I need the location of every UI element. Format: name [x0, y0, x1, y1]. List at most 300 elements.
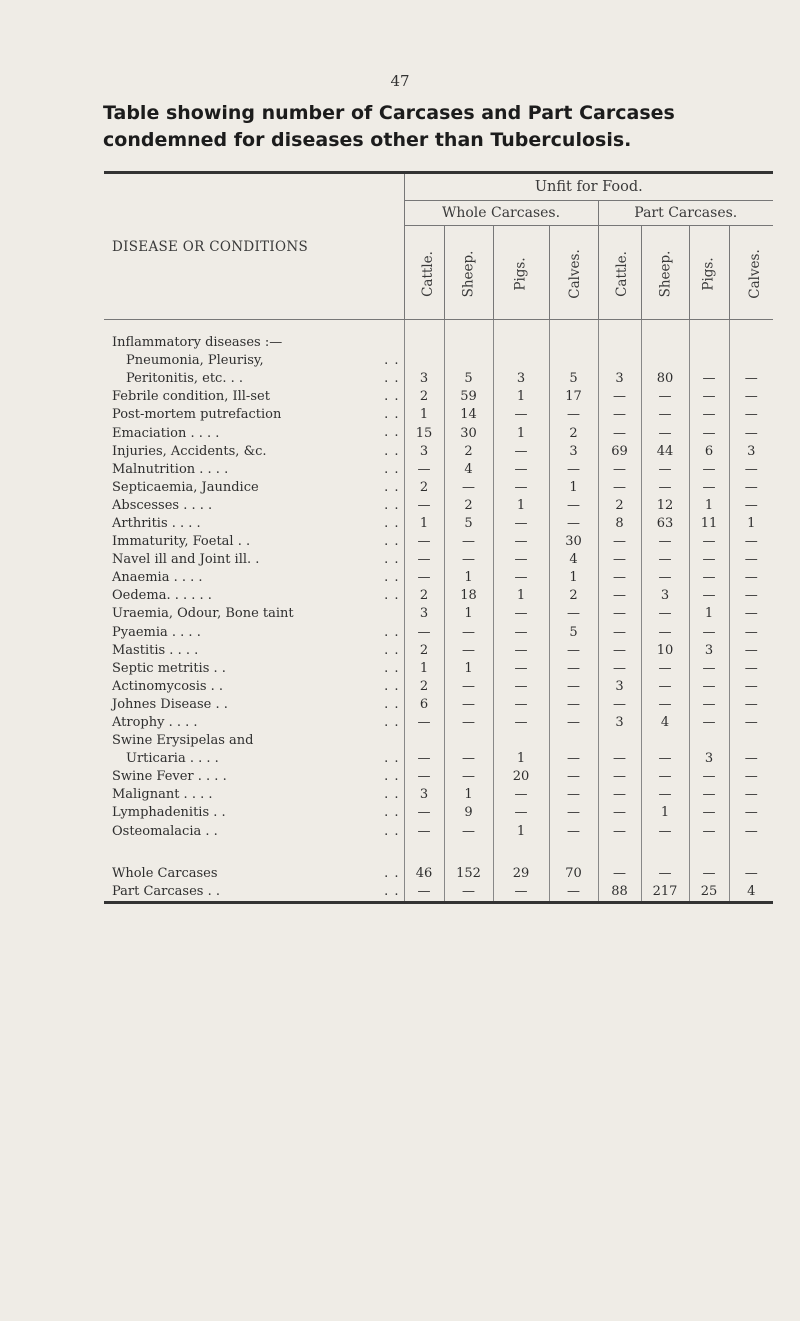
cell-value: [729, 732, 773, 750]
leader-dots: . .: [384, 769, 400, 785]
cell-value: —: [744, 425, 758, 441]
cell-value: 1: [444, 786, 493, 804]
row-label-text: Malignant . . . .: [112, 787, 213, 803]
cell-value: [549, 352, 598, 370]
cell-value: —: [641, 461, 689, 479]
cell-value: 2: [404, 678, 444, 696]
row-label-text: Septicaemia, Jaundice: [112, 479, 259, 495]
cell-value: 3: [404, 370, 444, 388]
cell-value: 2: [549, 424, 598, 442]
cell-value: 1: [493, 497, 549, 515]
row-label-text: Swine Fever . . . .: [112, 769, 227, 785]
cell-value: —: [641, 406, 689, 424]
row-label-text: Abscesses . . . .: [112, 497, 213, 513]
cell-value: —: [744, 678, 758, 694]
row-label: [104, 605, 404, 623]
cell-value: —: [744, 570, 758, 586]
row-label-text: Part Carcases . .: [112, 883, 220, 899]
leader-dots: . .: [384, 497, 400, 513]
cell-value: [549, 334, 598, 352]
cell-value: 30: [549, 533, 598, 551]
row-label: [104, 678, 404, 696]
cell-value: —: [641, 678, 689, 696]
row-label: [104, 461, 404, 479]
cell-value: 1: [689, 605, 729, 623]
cell-value: —: [598, 696, 641, 714]
cell-value: —: [598, 605, 641, 623]
cell-value: —: [641, 624, 689, 642]
table-row: [104, 732, 773, 750]
cell-value: 152: [444, 865, 493, 883]
table-row: [104, 823, 773, 841]
cell-value: 217: [641, 883, 689, 901]
cell-value: 1: [549, 569, 598, 587]
cell-value: —: [598, 461, 641, 479]
cell-value: —: [744, 865, 758, 881]
row-label-text: Post-mortem putrefaction: [112, 407, 282, 423]
cell-value: 8: [598, 515, 641, 533]
cell-value: —: [689, 714, 729, 732]
row-label: [104, 515, 404, 533]
cell-value: 17: [549, 388, 598, 406]
cell-value: 46: [404, 865, 444, 883]
row-label: [104, 587, 404, 605]
cell-value: 1: [404, 515, 444, 533]
table-body: [104, 320, 773, 901]
table-row: [104, 443, 773, 461]
leader-dots: . .: [384, 787, 400, 803]
cell-value: —: [404, 750, 444, 768]
col-header-whole-sheep: Sheep.: [444, 226, 493, 320]
cell-value: —: [598, 479, 641, 497]
cell-value: —: [404, 569, 444, 587]
cell-value: —: [641, 479, 689, 497]
cell-value: —: [744, 588, 758, 604]
cell-value: —: [689, 587, 729, 605]
cell-value: —: [689, 660, 729, 678]
table-row: [104, 533, 773, 551]
cell-value: 2: [444, 443, 493, 461]
cell-value: 29: [493, 865, 549, 883]
cell-value: 9: [444, 804, 493, 822]
cell-value: —: [549, 461, 598, 479]
row-label: [104, 714, 404, 732]
cell-value: —: [404, 823, 444, 841]
leader-dots: . .: [384, 570, 400, 586]
cell-value: —: [744, 769, 758, 785]
cell-value: —: [744, 624, 758, 640]
cell-value: 4: [641, 714, 689, 732]
cell-value: 1: [641, 804, 689, 822]
cell-value: [493, 334, 549, 352]
cell-value: —: [444, 750, 493, 768]
cell-value: —: [689, 370, 729, 388]
row-label: [104, 406, 404, 424]
row-label-text: Whole Carcases: [112, 865, 218, 881]
cell-value: —: [744, 407, 758, 423]
cell-value: 3: [404, 443, 444, 461]
cell-value: —: [598, 569, 641, 587]
cell-value: [493, 732, 549, 750]
cell-value: 10: [641, 642, 689, 660]
cell-value: 2: [404, 479, 444, 497]
cell-value: —: [641, 768, 689, 786]
cell-value: [444, 334, 493, 352]
leader-dots: . .: [384, 552, 400, 568]
cell-value: —: [493, 624, 549, 642]
cell-value: —: [549, 605, 598, 623]
table-row: [104, 334, 773, 352]
row-label: [104, 334, 404, 352]
cell-value: 15: [404, 424, 444, 442]
cell-value: 3: [549, 443, 598, 461]
cell-value: —: [549, 750, 598, 768]
col-header-part-calves: Calves.: [729, 226, 773, 320]
row-label-text: Emaciation . . . .: [112, 425, 220, 441]
cell-value: [689, 352, 729, 370]
leader-dots: . .: [384, 751, 400, 767]
cell-value: —: [444, 714, 493, 732]
cell-value: —: [404, 497, 444, 515]
cell-value: —: [641, 786, 689, 804]
row-label-text: Injuries, Accidents, &c.: [112, 443, 267, 459]
col-header-whole-pigs: Pigs.: [493, 226, 549, 320]
cell-value: —: [549, 406, 598, 424]
cell-value: —: [493, 569, 549, 587]
cell-value: —: [689, 624, 729, 642]
condemnation-table: [104, 171, 773, 904]
row-label-text: Uraemia, Odour, Bone taint: [112, 606, 294, 622]
cell-value: —: [404, 551, 444, 569]
cell-value: 25: [689, 883, 729, 901]
leader-dots: . .: [384, 407, 400, 423]
cell-value: —: [744, 389, 758, 405]
cell-value: —: [598, 642, 641, 660]
cell-value: —: [744, 461, 758, 477]
cell-value: 20: [493, 768, 549, 786]
cell-value: —: [549, 823, 598, 841]
unfit-for-food-header: Unfit for Food.: [404, 174, 773, 201]
cell-value: 12: [641, 497, 689, 515]
row-label-text: Urticaria . . . .: [126, 751, 219, 767]
cell-value: [444, 732, 493, 750]
cell-value: 1: [493, 424, 549, 442]
leader-dots: . .: [384, 642, 400, 658]
cell-value: [689, 334, 729, 352]
cell-value: —: [493, 533, 549, 551]
cell-value: —: [549, 786, 598, 804]
cell-value: —: [744, 606, 758, 622]
cell-value: —: [641, 569, 689, 587]
table-row: [104, 624, 773, 642]
table-row: [104, 515, 773, 533]
row-label-text: Inflammatory diseases :—: [112, 335, 283, 351]
table-row: [104, 352, 773, 370]
row-label-text: Osteomalacia . .: [112, 823, 218, 839]
cell-value: —: [641, 533, 689, 551]
leader-dots: . .: [384, 660, 400, 676]
leader-dots: . .: [384, 515, 400, 531]
leader-dots: . .: [384, 865, 400, 881]
cell-value: —: [493, 714, 549, 732]
cell-value: —: [689, 569, 729, 587]
cell-value: —: [598, 533, 641, 551]
cell-value: —: [598, 823, 641, 841]
table-row: [104, 786, 773, 804]
cell-value: —: [744, 642, 758, 658]
cell-value: —: [598, 786, 641, 804]
cell-value: 1: [747, 515, 756, 531]
cell-value: —: [444, 678, 493, 696]
cell-value: —: [444, 479, 493, 497]
cell-value: —: [689, 696, 729, 714]
cell-value: 63: [641, 515, 689, 533]
row-label-text: Navel ill and Joint ill. .: [112, 552, 260, 568]
table-row: [104, 406, 773, 424]
table-row: [104, 678, 773, 696]
cell-value: —: [641, 605, 689, 623]
cell-value: —: [493, 786, 549, 804]
cell-value: —: [598, 388, 641, 406]
spacer-row: [104, 320, 773, 335]
row-label-text: Swine Erysipelas and: [112, 733, 254, 749]
cell-value: 3: [689, 642, 729, 660]
row-label-text: Actinomycosis . .: [112, 678, 224, 694]
cell-value: 3: [493, 370, 549, 388]
cell-value: —: [493, 605, 549, 623]
row-label: [104, 352, 404, 370]
leader-dots: . .: [384, 534, 400, 550]
cell-value: —: [744, 787, 758, 803]
cell-value: 69: [598, 443, 641, 461]
table-row: [104, 370, 773, 388]
cell-value: —: [493, 883, 549, 901]
leader-dots: . .: [384, 714, 400, 730]
cell-value: 3: [598, 370, 641, 388]
cell-value: 14: [444, 406, 493, 424]
cell-value: —: [493, 443, 549, 461]
cell-value: —: [598, 551, 641, 569]
cell-value: —: [404, 804, 444, 822]
cell-value: —: [444, 768, 493, 786]
table-row: [104, 551, 773, 569]
cell-value: —: [444, 642, 493, 660]
col-header-whole-calves: Calves.: [549, 226, 598, 320]
cell-value: —: [493, 551, 549, 569]
cell-value: —: [689, 865, 729, 883]
cell-value: —: [493, 479, 549, 497]
leader-dots: . .: [384, 805, 400, 821]
cell-value: 2: [598, 497, 641, 515]
row-label: [104, 865, 404, 883]
row-label-text: Lymphadenitis . .: [112, 805, 226, 821]
cell-value: —: [689, 551, 729, 569]
row-label-text: Febrile condition, Ill-set: [112, 389, 270, 405]
cell-value: —: [744, 660, 758, 676]
leader-dots: . .: [384, 425, 400, 441]
leader-dots: . .: [384, 461, 400, 477]
cell-value: [444, 352, 493, 370]
cell-value: —: [444, 533, 493, 551]
table-row: [104, 768, 773, 786]
row-label-text: Anaemia . . . .: [112, 570, 203, 586]
cell-value: —: [549, 768, 598, 786]
leader-dots: . .: [384, 588, 400, 604]
leader-dots: . .: [384, 479, 400, 495]
cell-value: —: [493, 515, 549, 533]
row-label: [104, 424, 404, 442]
cell-value: —: [404, 714, 444, 732]
cell-value: —: [493, 678, 549, 696]
leader-dots: . .: [384, 353, 400, 369]
cell-value: —: [598, 750, 641, 768]
cell-value: 5: [549, 624, 598, 642]
row-label: [104, 883, 404, 901]
cell-value: —: [744, 479, 758, 495]
cell-value: 88: [598, 883, 641, 901]
cell-value: 1: [549, 479, 598, 497]
cell-value: —: [689, 786, 729, 804]
cell-value: —: [689, 479, 729, 497]
leader-dots: . .: [384, 696, 400, 712]
cell-value: —: [641, 750, 689, 768]
cell-value: 2: [404, 587, 444, 605]
cell-value: 1: [493, 587, 549, 605]
cell-value: —: [549, 696, 598, 714]
row-label: [104, 479, 404, 497]
table-row: [104, 714, 773, 732]
cell-value: —: [549, 660, 598, 678]
row-label-text: Immaturity, Foetal . .: [112, 534, 251, 550]
col-header-part-cattle: Cattle.: [598, 226, 641, 320]
cell-value: —: [549, 678, 598, 696]
cell-value: —: [493, 804, 549, 822]
cell-value: —: [598, 768, 641, 786]
table-row: [104, 497, 773, 515]
col-header-part-sheep: Sheep.: [641, 226, 689, 320]
row-label: [104, 551, 404, 569]
cell-value: —: [493, 696, 549, 714]
cell-value: —: [689, 768, 729, 786]
cell-value: 1: [493, 823, 549, 841]
table-row: [104, 696, 773, 714]
cell-value: —: [549, 497, 598, 515]
cell-value: 2: [404, 642, 444, 660]
disease-column-header: DISEASE OR CONDITIONS: [104, 174, 404, 320]
cell-value: —: [744, 497, 758, 513]
table-row: [104, 605, 773, 623]
row-label: [104, 443, 404, 461]
cell-value: [641, 352, 689, 370]
cell-value: —: [744, 823, 758, 839]
cell-value: —: [598, 406, 641, 424]
cell-value: —: [689, 823, 729, 841]
cell-value: [404, 352, 444, 370]
cell-value: —: [641, 660, 689, 678]
cell-value: 44: [641, 443, 689, 461]
row-label: [104, 696, 404, 714]
cell-value: 3: [641, 587, 689, 605]
table-row: [104, 388, 773, 406]
row-label: [104, 624, 404, 642]
col-header-whole-cattle: Cattle.: [404, 226, 444, 320]
cell-value: —: [641, 388, 689, 406]
table-title: Table showing number of Carcases and Part Carcases condemned for diseases other than Tuberculosis.: [103, 102, 675, 151]
cell-value: —: [493, 642, 549, 660]
cell-value: 3: [598, 714, 641, 732]
table-row: [104, 642, 773, 660]
row-label-text: Oedema. . . . . .: [112, 588, 212, 604]
row-label: [104, 569, 404, 587]
cell-value: [598, 334, 641, 352]
row-label: [104, 497, 404, 515]
cell-value: —: [493, 461, 549, 479]
cell-value: 2: [444, 497, 493, 515]
row-label: [104, 750, 404, 768]
cell-value: [689, 732, 729, 750]
table-row: [104, 461, 773, 479]
row-label: [104, 823, 404, 841]
cell-value: 59: [444, 388, 493, 406]
table-row: [104, 479, 773, 497]
leader-dots: . .: [384, 823, 400, 839]
table-row: [104, 660, 773, 678]
cell-value: [641, 732, 689, 750]
row-label: [104, 768, 404, 786]
leader-dots: . .: [384, 443, 400, 459]
part-carcases-header: Part Carcases.: [598, 201, 773, 226]
cell-value: —: [744, 715, 758, 731]
cell-value: —: [598, 865, 641, 883]
table-row: [104, 750, 773, 768]
cell-value: [598, 732, 641, 750]
cell-value: —: [689, 388, 729, 406]
row-label: [104, 388, 404, 406]
cell-value: 80: [641, 370, 689, 388]
cell-value: 3: [689, 750, 729, 768]
row-label: [104, 732, 404, 750]
cell-value: —: [444, 823, 493, 841]
cell-value: 1: [444, 660, 493, 678]
totals-row: [104, 883, 773, 901]
cell-value: [729, 352, 773, 370]
cell-value: 1: [404, 660, 444, 678]
cell-value: —: [404, 461, 444, 479]
cell-value: —: [689, 678, 729, 696]
leader-dots: . .: [384, 371, 400, 387]
cell-value: 3: [404, 786, 444, 804]
cell-value: —: [598, 624, 641, 642]
cell-value: —: [689, 424, 729, 442]
row-label-text: Johnes Disease . .: [112, 696, 228, 712]
cell-value: —: [404, 883, 444, 901]
row-label-text: Atrophy . . . .: [112, 715, 198, 731]
col-header-part-pigs: Pigs.: [689, 226, 729, 320]
cell-value: 2: [404, 388, 444, 406]
row-label-text: Mastitis . . . .: [112, 642, 199, 658]
cell-value: 70: [549, 865, 598, 883]
row-label: [104, 804, 404, 822]
cell-value: 1: [404, 406, 444, 424]
row-label: [104, 370, 404, 388]
cell-value: 3: [404, 605, 444, 623]
cell-value: —: [493, 406, 549, 424]
table-row: [104, 569, 773, 587]
cell-value: 4: [549, 551, 598, 569]
row-label: [104, 533, 404, 551]
leader-dots: . .: [384, 678, 400, 694]
cell-value: —: [744, 534, 758, 550]
